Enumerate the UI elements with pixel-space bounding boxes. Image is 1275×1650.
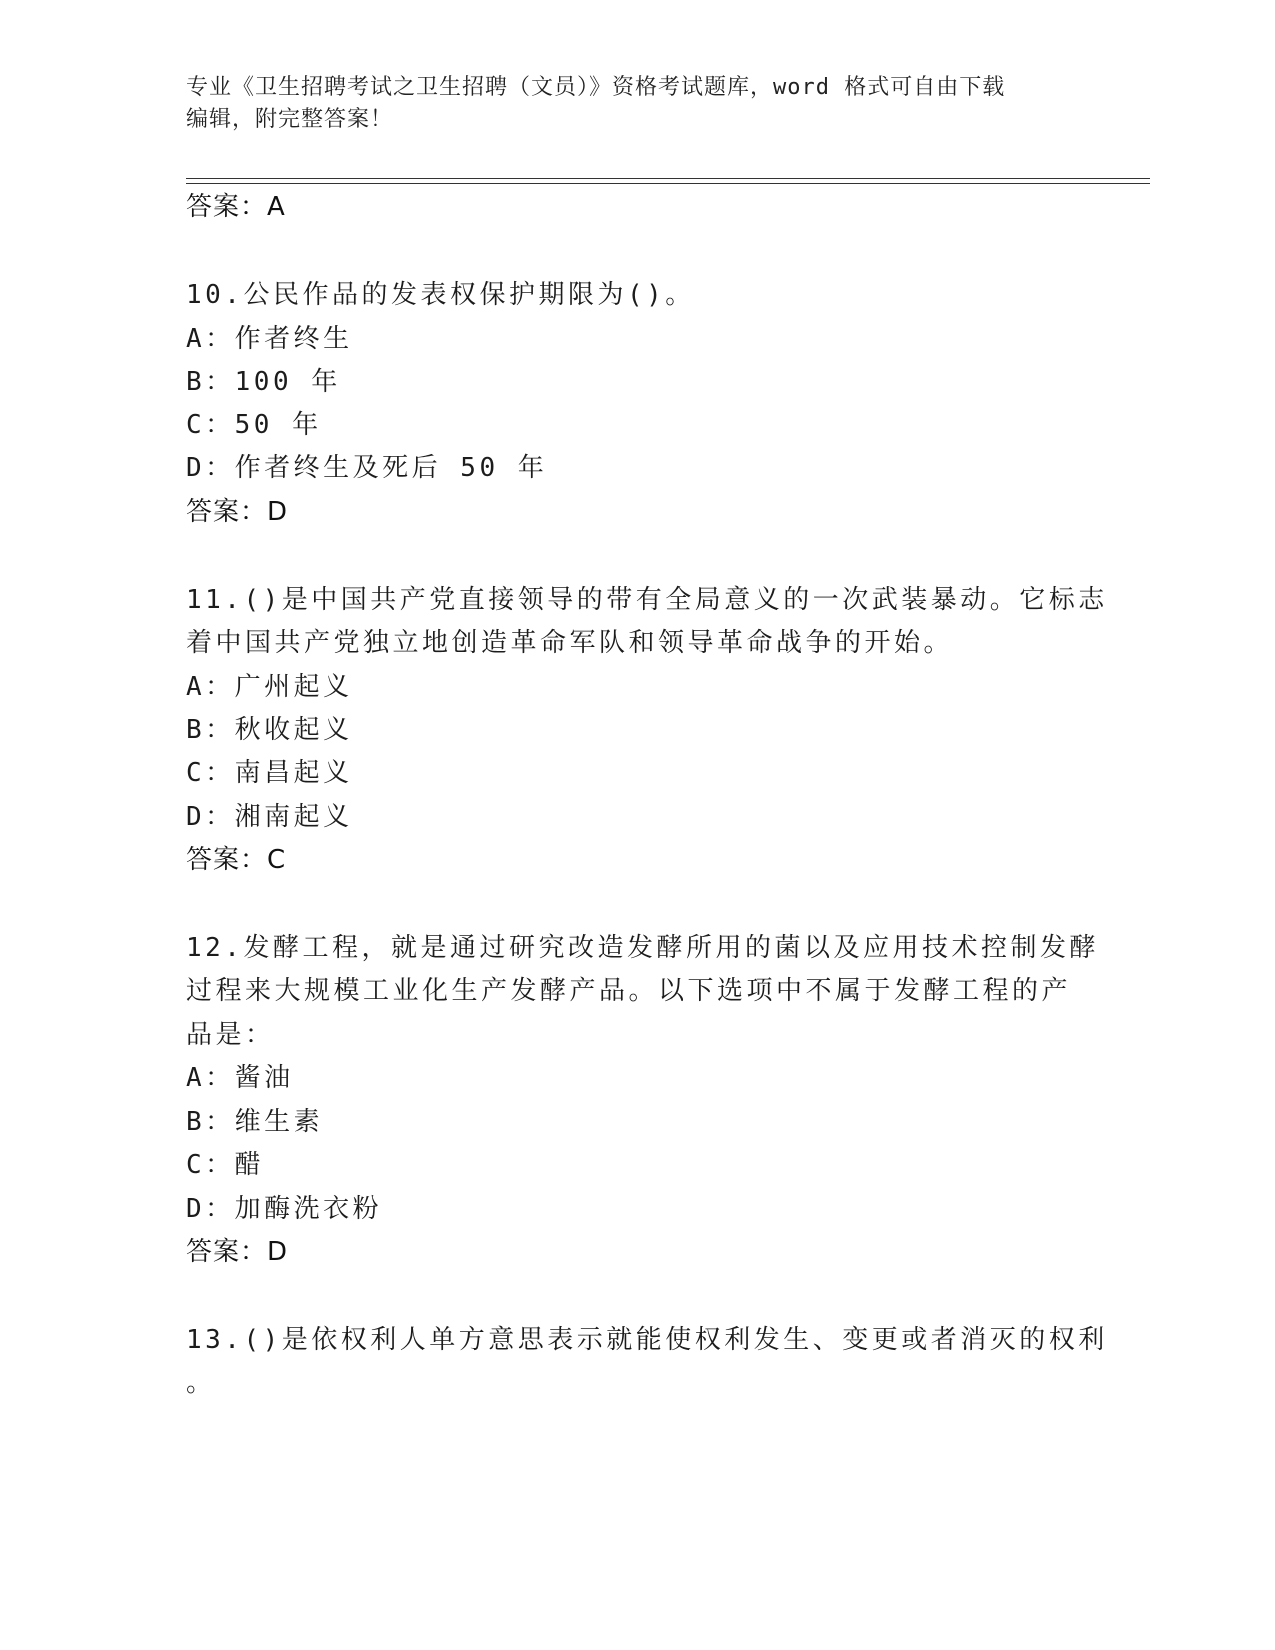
question-10-option-b: B：100 年 [186, 367, 341, 397]
question-11-option-a: A：广州起义 [186, 672, 353, 702]
question-12-text-line-1: 12.发酵工程，就是通过研究改造发酵所用的菌以及应用技术控制发酵 [186, 933, 1099, 963]
header-line-1: 专业《卫生招聘考试之卫生招聘（文员）》资格考试题库，word 格式可自由下载 [186, 75, 1006, 100]
question-12-option-a: A：酱油 [186, 1063, 294, 1093]
question-10-text: 10.公民作品的发表权保护期限为()。 [186, 280, 695, 310]
question-13-text-line-2: 。 [186, 1368, 216, 1398]
question-12-option-b: B：维生素 [186, 1107, 324, 1137]
question-10-option-c: C：50 年 [186, 410, 322, 440]
question-12-text-line-2: 过程来大规模工业化生产发酵产品。以下选项中不属于发酵工程的产 [186, 976, 1072, 1006]
question-11-option-c: C：南昌起义 [186, 758, 353, 788]
question-11-answer: 答案：C [186, 845, 287, 875]
question-10-option-a: A：作者终生 [186, 324, 353, 354]
question-11-option-b: B：秋收起义 [186, 715, 353, 745]
question-11-option-d: D：湘南起义 [186, 802, 353, 832]
question-12-option-d: D：加酶洗衣粉 [186, 1194, 383, 1224]
question-12-option-c: C：醋 [186, 1150, 265, 1180]
question-11-text-line-1: 11.()是中国共产党直接领导的带有全局意义的一次武装暴动。它标志 [186, 585, 1108, 615]
answer-prev: 答案：A [186, 192, 286, 222]
header-line-2: 编辑，附完整答案！ [186, 107, 394, 132]
question-10-answer: 答案：D [186, 497, 289, 527]
question-12-answer: 答案：D [186, 1237, 289, 1267]
question-13-text-line-1: 13.()是依权利人单方意思表示就能使权利发生、变更或者消灭的权利 [186, 1325, 1108, 1355]
question-11-text-line-2: 着中国共产党独立地创造革命军队和领导革命战争的开始。 [186, 628, 954, 658]
question-10-option-d: D：作者终生及死后 50 年 [186, 453, 548, 483]
question-12-text-line-3: 品是： [186, 1020, 275, 1050]
header-divider [186, 178, 1150, 184]
document-header [186, 72, 1086, 136]
